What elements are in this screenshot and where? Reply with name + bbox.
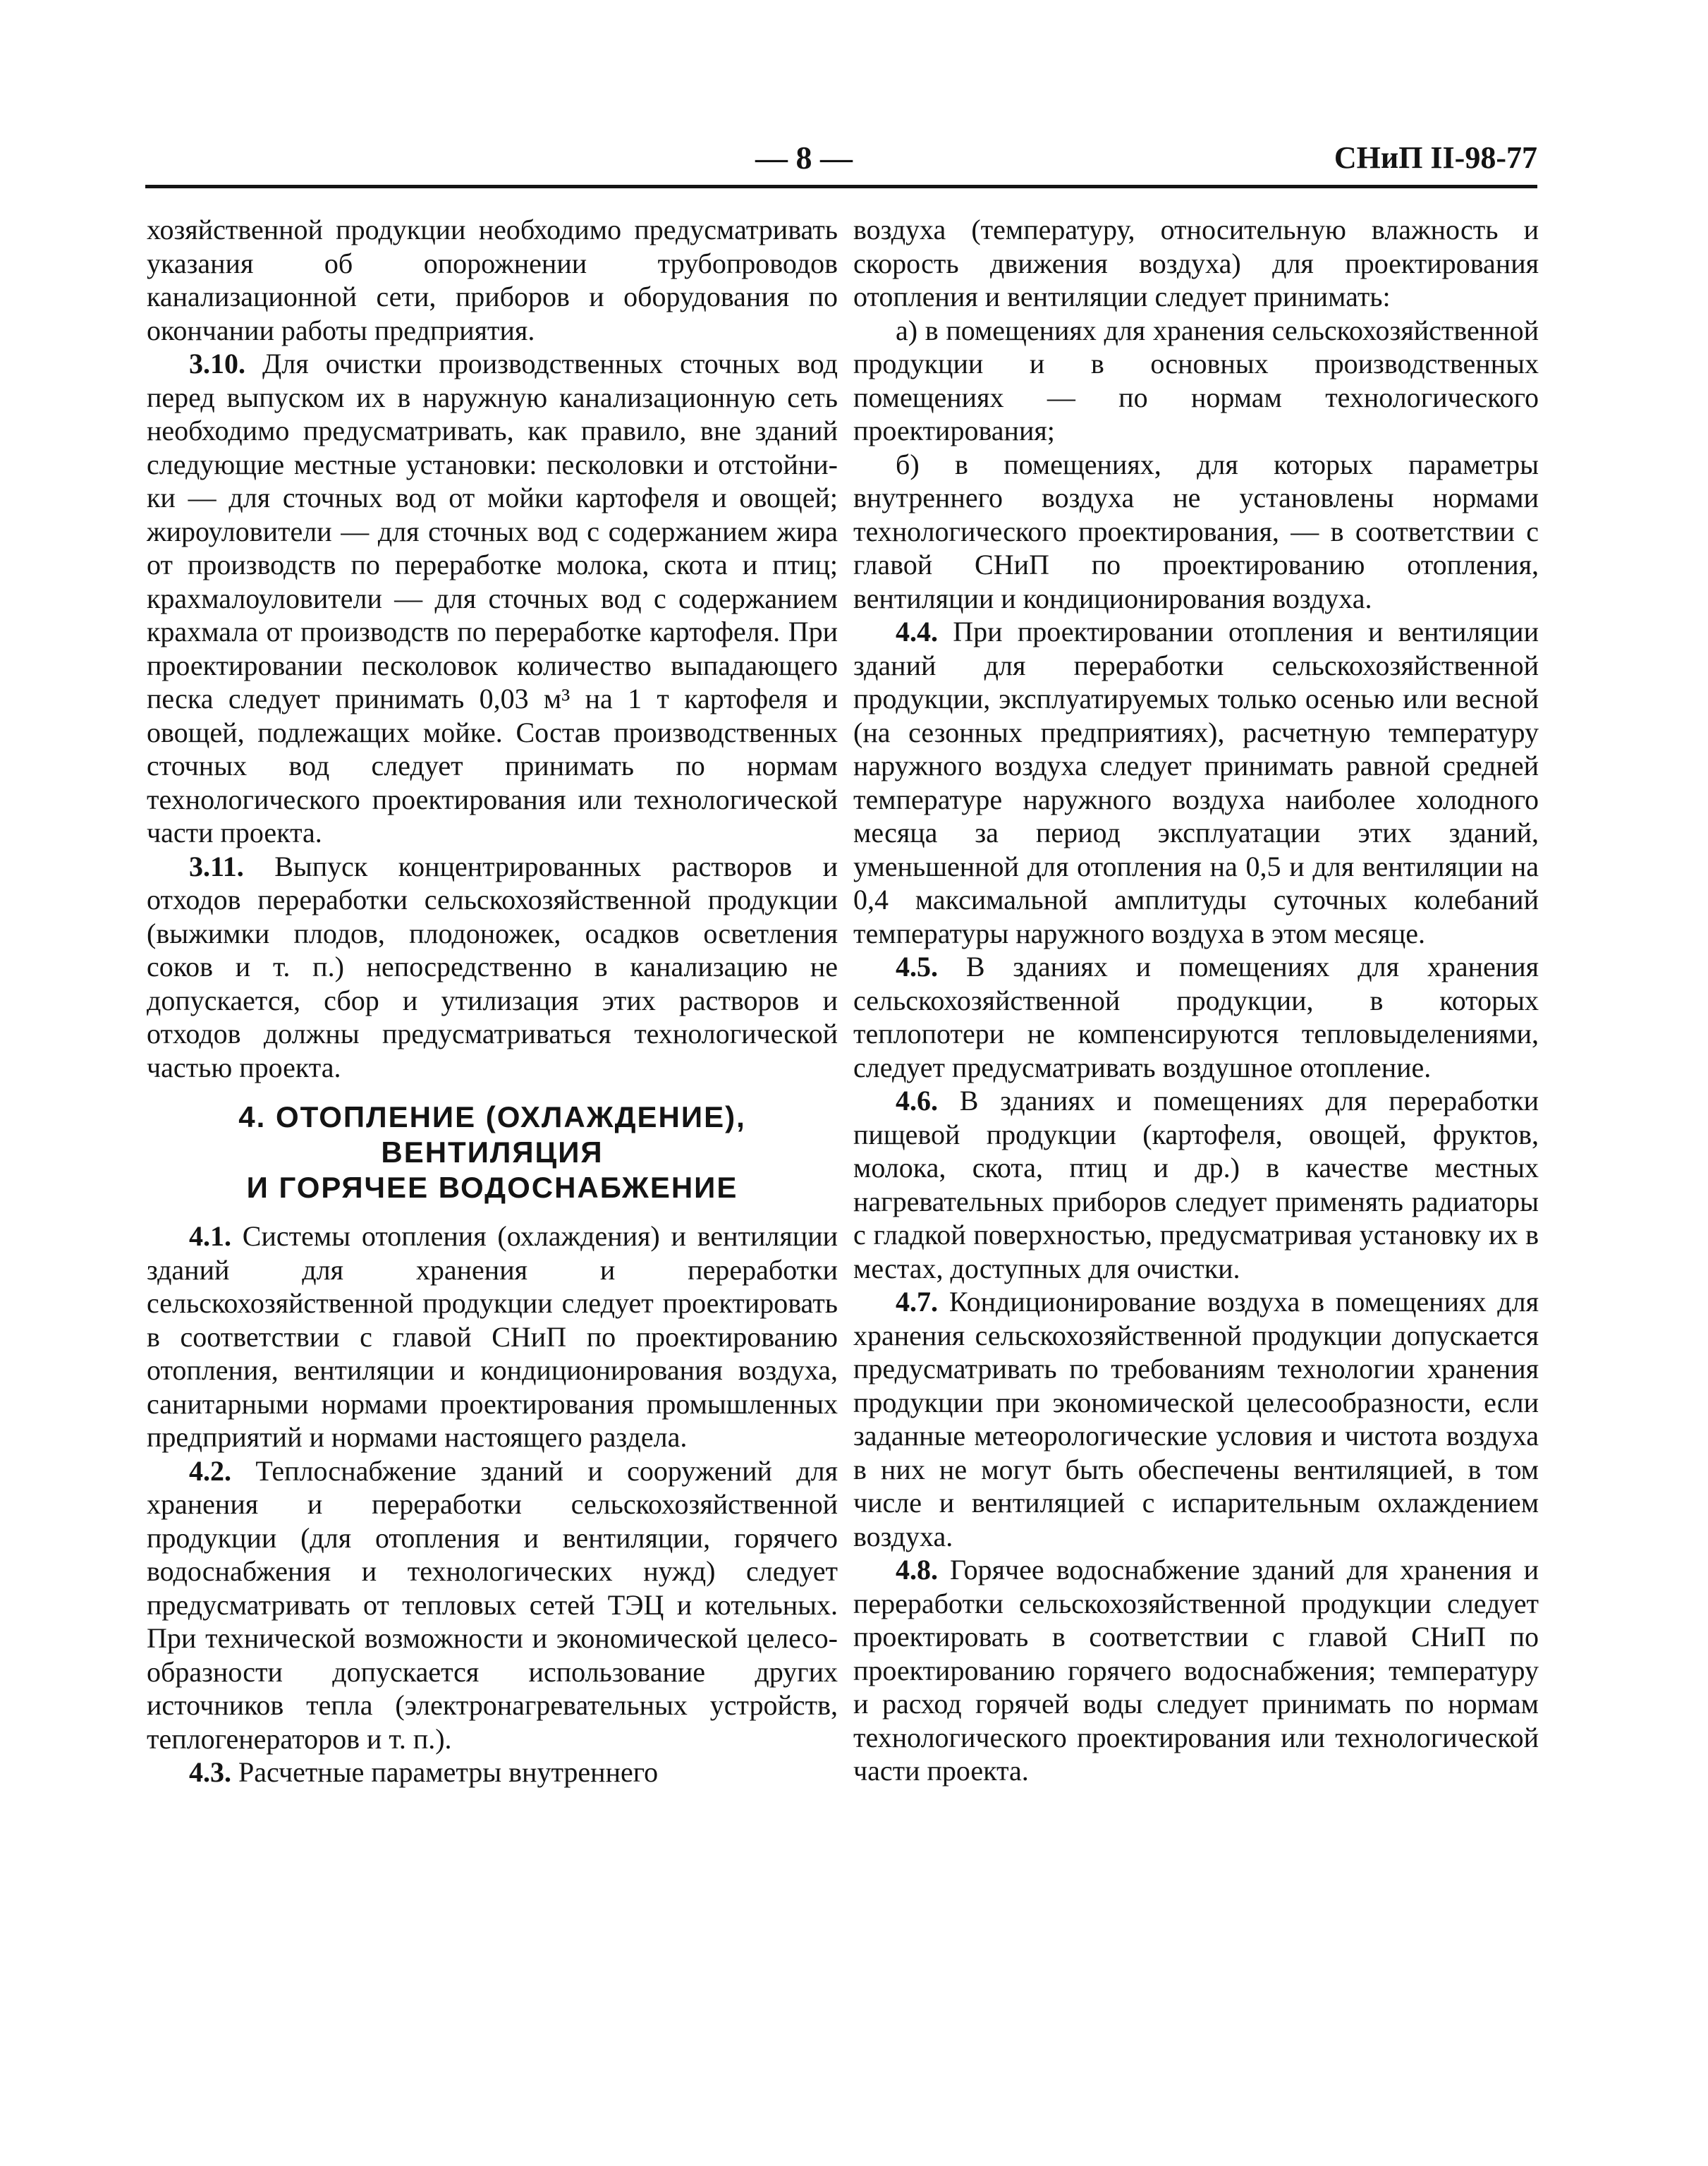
heading-line: 4. ОТОПЛЕНИЕ (ОХЛАЖДЕНИЕ),	[238, 1100, 746, 1133]
paragraph-4-3-continuation: воздуха (температуру, относительную влажность и скорость движения воздуха) для проектирования отопления и вентиляции следует принимать:	[853, 214, 1539, 312]
paragraph-continuation: хозяйственной продукции необходимо предусматривать указания об опорожнении трубопроводов канализационной сети, приборов и оборудования по окончании работы предприятия.	[147, 214, 838, 346]
section-heading	[147, 1100, 838, 1205]
clause-number: 4.8.	[896, 1554, 938, 1586]
left-column	[147, 213, 838, 1789]
clause-text: Расчетные параметры внутреннего	[238, 1756, 659, 1788]
clause-text: В зданиях и помещениях для хранения сельскохозяйственной продукции, в которых теплопотери не компенсируются тепловыделениями, следует предусматривать воздушное отопление.	[853, 951, 1539, 1083]
clause-number: 4.2.	[189, 1454, 231, 1487]
heading-line: И ГОРЯЧЕЕ ВОДОСНАБЖЕНИЕ	[246, 1171, 738, 1204]
paragraph-4-6	[853, 1084, 1539, 1285]
paragraph-3-11	[147, 850, 838, 1085]
clause-number: 4.1.	[189, 1220, 231, 1252]
paragraph-4-2	[147, 1454, 838, 1756]
list-item-a: а) в помещениях для хранения сельскохозяйственной продукции и в основных производственных помещениях — по нормам технологического проектирования;	[853, 314, 1539, 446]
paragraph-3-10	[147, 347, 838, 850]
header-rule	[145, 185, 1537, 188]
clause-text: Выпуск концентрированных растворов и отходов переработки сельскохозяйственной продукции (выжимки плодов, плодоножек, осадков осветления соков и т. п.) непосредственно в канализацию не допускается, сбор и утилизация этих растворов и отходов должны предусматриваться технологической частью проекта.	[147, 850, 838, 1083]
right-column	[853, 213, 1539, 1788]
clause-number: 3.11.	[189, 850, 244, 882]
paragraph-4-1	[147, 1219, 838, 1454]
paragraph-4-5	[853, 950, 1539, 1084]
document-code: СНиП II-98-77	[1334, 140, 1537, 175]
heading-line: ВЕНТИЛЯЦИЯ	[381, 1136, 604, 1169]
list-item-b: б) в помещениях, для которых параметры внутреннего воздуха не установлены нормами технологического проектирования, — в соответствии с главой СНиП по проектированию отопления, вентиляции и кондиционирования воздуха.	[853, 448, 1539, 614]
clause-number: 4.4.	[896, 616, 938, 647]
paragraph-4-7	[853, 1285, 1539, 1553]
clause-number: 4.3.	[189, 1756, 231, 1788]
clause-number: 4.6.	[896, 1085, 938, 1117]
clause-text: При проектировании отопления и вентиляции зданий для переработки сельскохозяйственной продукции, эксплуатируемых только осенью или весной (на сезонных предприятиях), расчетную температуру наружного воздуха следует принимать равной средней температуре наружного воздуха наиболее холодного месяца за период эксплуатации этих зданий, уменьшенной для отопления на 0,5 и для вентиляции на 0,4 максимальной амплитуды суточных колебаний температуры наружного воздуха в этом месяце.	[853, 616, 1539, 949]
paragraph-4-3	[147, 1756, 838, 1789]
clause-text: В зданиях и помещениях для переработки пищевой продукции (картофеля, овощей, фруктов, молока, скота, птиц и др.) в качестве местных нагревательных приборов следует применять радиаторы с гладкой поверхностью, предусматривая установку их в местах, доступных для очистки.	[853, 1085, 1539, 1284]
clause-number: 4.7.	[896, 1286, 938, 1318]
clause-number: 4.5.	[896, 951, 938, 982]
paragraph-4-4	[853, 615, 1539, 950]
clause-text: Системы отопления (охлаждения) и вентиляции зданий для хранения и переработки сельскохозяйственной продукции следует проектировать в соответствии с главой СНиП по проектированию отопления, вентиляции и кондиционирования воздуха, санитарными нормами проектирования промышленных предприятий и нормами настоящего раздела.	[147, 1220, 838, 1453]
paragraph-4-8	[853, 1553, 1539, 1788]
clause-number: 3.10.	[189, 348, 245, 379]
clause-text: Теплоснабжение зданий и сооружений для хранения и переработки сельскохозяйственной продукции (для отопления и вентиляции, горячего водоснабжения и технологических нужд) следует предусматривать от тепловых сетей ТЭЦ и котельных. При технической возможности и экономической целесообразности допускается использование других источников тепла (электронагревательных устройств, теплогенераторов и т. п.).	[147, 1454, 838, 1755]
page-number: — 8 —	[755, 140, 853, 176]
clause-text: Для очистки производственных сточных вод перед выпуском их в наружную канализационную сеть необходимо предусматривать, как правило, вне зданий следующие местные установки: песколовки и отстойники — для сточных вод от мойки картофеля и овощей; жироуловители — для сточных вод с содержанием жира от производств по переработке молока, скота и птиц; крахмалоуловители — для сточных вод с содержанием крахмала от производств по переработке картофеля. При проектировании песколовок количество выпадающего песка следует принимать 0,03 м³ на 1 т картофеля и овощей, подлежащих мойке. Состав производственных сточных вод следует принимать по нормам технологического проектирования или технологической части проекта.	[147, 348, 838, 848]
clause-text: Горячее водоснабжение зданий для хранения и переработки сельскохозяйственной продукции следует проектировать в соответствии с главой СНиП по проектированию горячего водоснабжения; температуру и расход горячей воды следует принимать по нормам технологического проектирования или технологической части проекта.	[853, 1554, 1539, 1787]
clause-text: Кондиционирование воздуха в помещениях для хранения сельскохозяйственной продукции допускается предусматривать по требованиям технологии хранения продукции при экономической целесообразности, если заданные метеорологические условия и чистота воздуха в них не могут быть обеспечены вентиляцией, в том числе и вентиляцией с испарительным охлаждением воздуха.	[853, 1286, 1539, 1552]
